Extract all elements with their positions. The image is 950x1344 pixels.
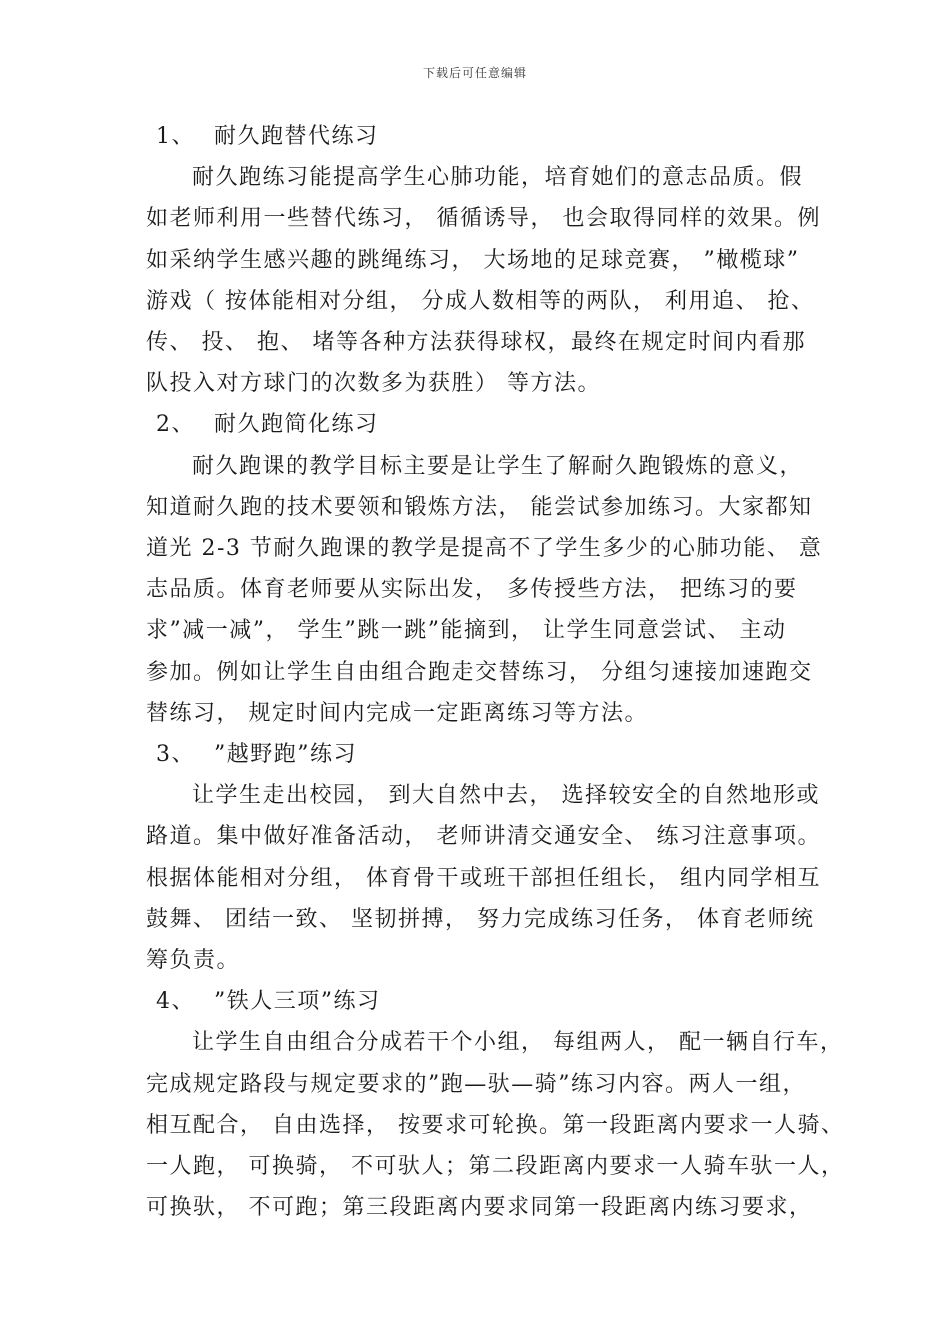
paragraph-line: 传、 投、 抱、 堵等各种方法获得球权，最终在规定时间内看那 <box>146 330 806 356</box>
paragraph-line: 耐久跑课的教学目标主要是让学生了解耐久跑锻炼的意义， <box>192 453 804 479</box>
section-title: ”越野跑”练习 <box>214 742 357 768</box>
paragraph-line: 相互配合， 自由选择， 按要求可轮换。第一段距离内要求一人骑、 <box>146 1112 845 1138</box>
paragraph-line: 如老师利用一些替代练习， 循循诱导， 也会取得同样的效果。例 <box>146 206 821 232</box>
section-title: ”铁人三项”练习 <box>214 989 381 1015</box>
paragraph-line: 求”减一减”， 学生”跳一跳”能摘到， 让学生同意尝试、 主动 <box>146 618 787 644</box>
document-body <box>146 116 845 1228</box>
paragraph-line: 完成规定路段与规定要求的”跑—驮—骑”练习内容。两人一组， <box>146 1071 806 1097</box>
paragraph-line: 参加。例如让学生自由组合跑走交替练习， 分组匀速接加速跑交 <box>146 659 813 685</box>
paragraph-line: 路道。集中做好准备活动， 老师讲清交通安全、 练习注意事项。 <box>146 824 821 850</box>
paragraph-line: 志品质。体育老师要从实际出发， 多传授些方法， 把练习的要 <box>146 577 798 603</box>
paragraph-line: 根据体能相对分组， 体育骨干或班干部担任组长， 组内同学相互 <box>146 865 821 891</box>
section-heading <box>146 116 836 157</box>
paragraph-line: 鼓舞、 团结一致、 坚韧拼搏， 努力完成练习任务， 体育老师统 <box>146 906 815 932</box>
section-number: 4、 <box>156 989 195 1015</box>
section-title: 耐久跑替代练习 <box>214 124 379 149</box>
section-number: 3、 <box>156 742 195 768</box>
paragraph-line: 道光 2-3 节耐久跑课的教学是提高不了学生多少的心肺功能、 意 <box>146 536 823 562</box>
section-heading <box>146 734 836 775</box>
section-number: 1、 <box>156 124 195 149</box>
paragraph-line: 知道耐久跑的技术要领和锻炼方法， 能尝试参加练习。大家都知 <box>146 494 813 520</box>
paragraph-line: 让学生自由组合分成若干个小组， 每组两人， 配一辆自行车， <box>192 1030 844 1056</box>
section-title: 耐久跑简化练习 <box>214 412 379 438</box>
paragraph-line: 游戏（ 按体能相对分组， 分成人数相等的两队， 利用追、 抢、 <box>146 288 815 314</box>
paragraph-line: 一人跑， 可换骑， 不可驮人；第二段距离内要求一人骑车驮一人， <box>146 1154 845 1180</box>
paragraph-line: 让学生走出校园， 到大自然中去， 选择较安全的自然地形或 <box>192 783 820 809</box>
paragraph-line: 耐久跑练习能提高学生心肺功能，培育她们的意志品质。假 <box>192 165 804 191</box>
section-number: 2、 <box>156 412 195 438</box>
paragraph-line: 筹负责。 <box>146 948 241 974</box>
paragraph-line: 如采纳学生感兴趣的跳绳练习， 大场地的足球竞赛， ”橄榄球” <box>146 247 800 273</box>
page-header: 下载后可任意编辑 <box>422 66 527 80</box>
paragraph-line: 队投入对方球门的次数多为获胜） 等方法。 <box>146 371 601 397</box>
paragraph-line: 替练习， 规定时间内完成一定距离练习等方法。 <box>146 700 648 726</box>
paragraph-line: 可换驮， 不可跑；第三段距离内要求同第一段距离内练习要求， <box>146 1195 813 1221</box>
section-heading <box>146 404 836 445</box>
section-heading <box>146 981 836 1022</box>
